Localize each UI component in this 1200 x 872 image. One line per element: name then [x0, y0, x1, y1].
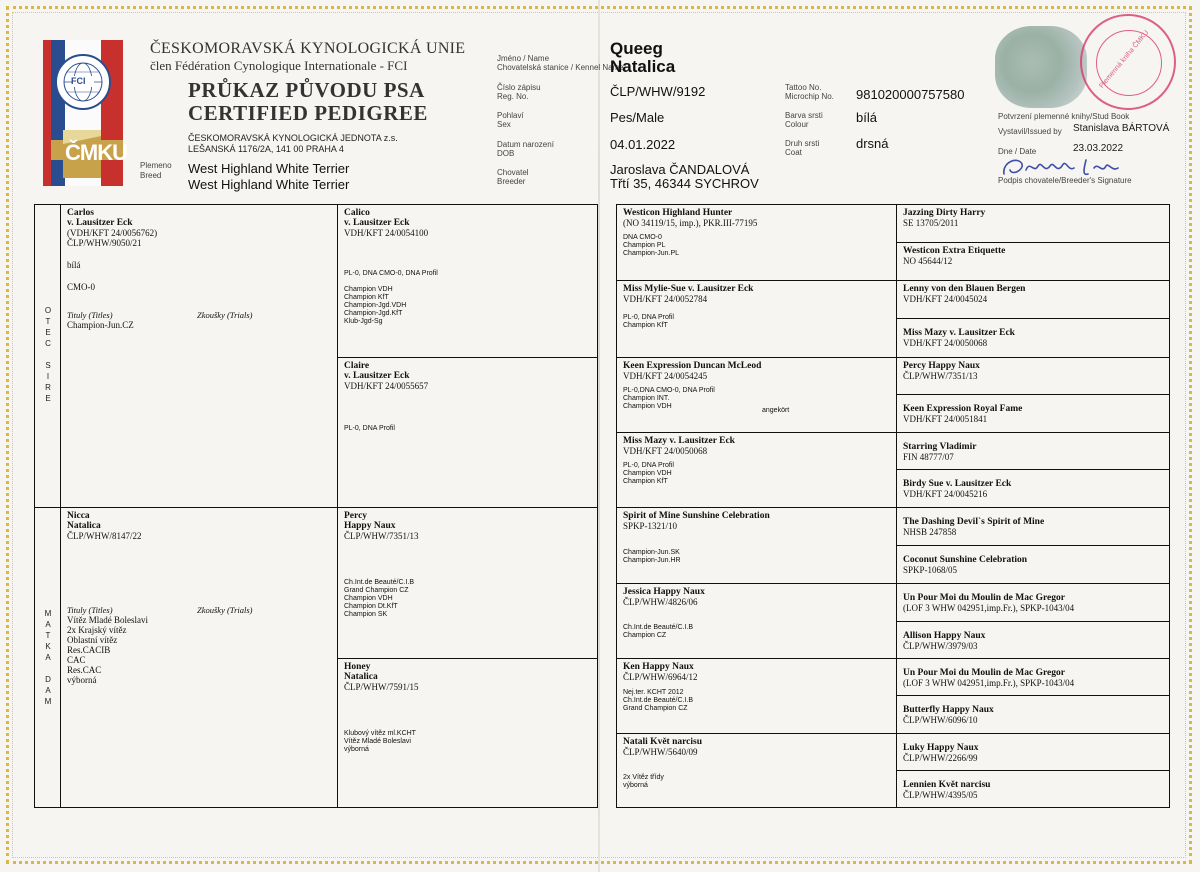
gen3-cell: [616, 280, 897, 358]
gen3-reg: SPKP-1321/10: [623, 521, 678, 531]
gen4-name: Lenny von den Blauen Bergen: [903, 284, 1026, 294]
gen4-cell: [896, 658, 1170, 696]
gen2-extra: PL-0, DNA Profil: [344, 425, 395, 432]
gen4-cell: [896, 469, 1170, 508]
gen4-name: Allison Happy Naux: [903, 631, 986, 641]
dam-side-label: M A T K A D A M: [44, 609, 52, 706]
gen3-cell: [616, 432, 897, 508]
gen3-name: Ken Happy Naux: [623, 662, 694, 672]
gen2-extra: PL-0, DNA CMO-0, DNA Profil Champion VDH Champion KfT Champion-Jgd.VDH Champion-Jgd.KfT Klub-Jgd-Sg: [344, 270, 438, 325]
gen2-name: Honey Natalica: [344, 662, 378, 682]
stamp-text: Plemenná kniha ČMKU: [1098, 29, 1151, 90]
microchip-label: Microchip No.: [785, 92, 834, 101]
org-name: ČESKOMORAVSKÁ KYNOLOGICKÁ UNIE: [150, 40, 466, 57]
gen4-name: Starring Vladimir: [903, 442, 977, 452]
reg-label-cz: Číslo zápisu: [497, 83, 541, 92]
issue-date: 23.03.2022: [1073, 143, 1124, 154]
gen4-reg: ČLP/WHW/2266/99: [903, 753, 978, 763]
tattoo-label: Tattoo No.: [785, 83, 822, 92]
issuer-name: ČESKOMORAVSKÁ KYNOLOGICKÁ JEDNOTA z.s.: [188, 133, 398, 143]
sire-reg: (VDH/KFT 24/0056762) ČLP/WHW/9050/21: [67, 228, 158, 248]
sire-trials-label: Zkoušky (Trials): [197, 310, 253, 320]
sire-titles-label: Tituly (Titles): [67, 310, 113, 320]
gen4-reg: NO 45644/12: [903, 256, 953, 266]
gen2-extra: Klubový vítěz ml.KCHT Vítěz Mladé Boleslavi výborná: [344, 730, 416, 753]
gen4-name: Birdy Sue v. Lausitzer Eck: [903, 479, 1012, 489]
dam-name: Nicca Natalica: [67, 511, 101, 531]
sire-name: Carlos v. Lausitzer Eck: [67, 208, 133, 228]
dam-titles-label: Tituly (Titles): [67, 605, 113, 615]
sire-side-cell: [34, 204, 61, 508]
gen4-cell: [896, 242, 1170, 281]
gen3-extra: Champion-Jun.SK Champion-Jun.HR: [623, 549, 681, 564]
gen3-extra: PL-0, DNA Profil Champion KfT: [623, 314, 674, 329]
hologram-seal: [995, 26, 1087, 108]
gen4-name: Keen Expression Royal Fame: [903, 404, 1023, 414]
microchip-value: 981020000757580: [856, 87, 965, 102]
gen4-name: Un Pour Moi du Moulin de Mac Gregor: [903, 593, 1065, 603]
studbook-confirm-label: Potvrzení plemenné knihy/Stud Book: [998, 112, 1130, 121]
gen3-name: Keen Expression Duncan McLeod: [623, 361, 762, 371]
gen3-extra: Nej.ter. KCHT 2012 Ch.Int.de Beauté/C.I.B Grand Champion CZ: [623, 689, 694, 712]
gen3-cell: [616, 658, 897, 734]
title-en: CERTIFIED PEDIGREE: [188, 101, 428, 125]
gen2-name: Calico v. Lausitzer Eck: [344, 208, 410, 228]
gen4-reg: SE 13705/2011: [903, 218, 959, 228]
gen4-cell: [896, 545, 1170, 584]
gen2-cell: [337, 204, 598, 358]
gen4-cell: [896, 770, 1170, 808]
gen3-extra: Ch.Int.de Beauté/C.I.B Champion CZ: [623, 624, 694, 639]
gen3-name: Jessica Happy Naux: [623, 587, 705, 597]
sire-colour: bílá: [67, 260, 81, 270]
gen3-reg: VDH/KFT 24/0052784: [623, 294, 708, 304]
gen3-reg: VDH/KFT 24/0054245: [623, 371, 708, 381]
gen3-reg: ČLP/WHW/4826/06: [623, 597, 698, 607]
gen2-cell: [337, 658, 598, 808]
dam-titles: Vítěz Mladé Boleslavi 2x Krajský vítěz Oblastní vítěz Res.CACIB CAC Res.CAC výborná: [67, 615, 148, 685]
gen4-cell: [896, 432, 1170, 470]
gen3-reg: (NO 34119/15, imp.), PKR.III-77195: [623, 218, 758, 228]
issued-by-label: Vystavil/Issued by: [998, 127, 1062, 136]
gen4-cell: [896, 621, 1170, 659]
gen4-reg: ČLP/WHW/3979/03: [903, 641, 978, 651]
gen4-name: Percy Happy Naux: [903, 361, 980, 371]
coat-value: drsná: [856, 136, 889, 151]
gen4-name: Butterfly Happy Naux: [903, 705, 994, 715]
gen4-name: Miss Mazy v. Lausitzer Eck: [903, 328, 1015, 338]
dam-cell: [60, 507, 338, 808]
gen3-name: Natali Květ narcisu: [623, 737, 702, 747]
gen3-reg: ČLP/WHW/5640/09: [623, 747, 698, 757]
sire-side-label: O T E C S I R E: [44, 306, 52, 403]
gen4-cell: [896, 733, 1170, 771]
gen4-cell: [896, 318, 1170, 358]
gen4-cell: [896, 280, 1170, 319]
gen3-extra: DNA CMO-0 Champion PL Champion-Jun.PL: [623, 234, 680, 257]
gen2-name: Percy Happy Naux: [344, 511, 396, 531]
gen2-cell: [337, 357, 598, 508]
breed-value-1: West Highland White Terrier: [188, 161, 350, 176]
gen3-note: angekört: [762, 407, 790, 414]
gen4-reg: FIN 48777/07: [903, 452, 954, 462]
colour-label-en: Colour: [785, 120, 809, 129]
reg-label-en: Reg. No.: [497, 92, 529, 101]
gen4-name: Westicon Extra Etiquette: [903, 246, 1006, 256]
colour-label-cz: Barva srsti: [785, 111, 823, 120]
gen4-name: The Dashing Devil`s Spirit of Mine: [903, 517, 1045, 527]
gen4-reg: VDH/KFT 24/0051841: [903, 414, 988, 424]
gen3-cell: [616, 204, 897, 281]
sire-titles: Champion-Jun.CZ: [67, 320, 134, 330]
org-member: člen Fédération Cynologique Internationale - FCI: [150, 58, 408, 73]
breed-label-en: Breed: [140, 171, 162, 180]
issued-by-value: Stanislava BÁRTOVÁ: [1073, 123, 1170, 134]
gen2-name: Claire v. Lausitzer Eck: [344, 361, 410, 381]
dob-label-cz: Datum narození: [497, 140, 554, 149]
sire-cell: [60, 204, 338, 508]
coat-label-en: Coat: [785, 148, 802, 157]
gen2-reg: VDH/KFT 24/0054100: [344, 228, 429, 238]
breeder-label-en: Breeder: [497, 177, 526, 186]
gen4-reg: (LOF 3 WHW 042951,imp.Fr.), SPKP-1043/04: [903, 603, 1075, 613]
dob-label-en: DOB: [497, 149, 515, 158]
gen3-reg: VDH/KFT 24/0050068: [623, 446, 708, 456]
gen3-extra: 2x Vítěz třídy výborná: [623, 774, 664, 789]
gen3-cell: [616, 507, 897, 584]
gen3-name: Miss Mylie-Sue v. Lausitzer Eck: [623, 284, 754, 294]
studbook-stamp: [1080, 14, 1176, 110]
gen4-reg: ČLP/WHW/6096/10: [903, 715, 978, 725]
gen3-reg: ČLP/WHW/6964/12: [623, 672, 698, 682]
gen2-reg: VDH/KFT 24/0055657: [344, 381, 429, 391]
reg-no: ČLP/WHW/9192: [610, 84, 706, 99]
cmku-logo: [43, 40, 127, 186]
dam-side-cell: [34, 507, 61, 808]
gen4-reg: VDH/KFT 24/0045216: [903, 489, 988, 499]
gen4-cell: [896, 357, 1170, 395]
sex-label-en: Sex: [497, 120, 511, 129]
gen3-cell: [616, 357, 897, 433]
gen2-reg: ČLP/WHW/7351/13: [344, 531, 419, 541]
gen2-extra: Ch.Int.de Beauté/C.I.B Grand Champion CZ Champion VDH Champion Dt.KfT Champion SK: [344, 579, 415, 618]
dam-reg: ČLP/WHW/8147/22: [67, 531, 142, 541]
breeder-name: Jaroslava ČANDALOVÁ: [610, 162, 750, 177]
sex-value: Pes/Male: [610, 110, 665, 125]
colour-value: bílá: [856, 110, 877, 125]
gen3-name: Miss Mazy v. Lausitzer Eck: [623, 436, 735, 446]
breed-label-cz: Plemeno: [140, 161, 172, 170]
cmku-logo-text: ČMKU: [65, 140, 127, 165]
name-label: Jméno / Name: [497, 54, 550, 63]
breeder-label-cz: Chovatel: [497, 168, 529, 177]
dob-value: 04.01.2022: [610, 137, 676, 152]
breed-value-2: West Highland White Terrier: [188, 177, 350, 192]
signature-label: Podpis chovatele/Breeder's Signature: [998, 176, 1132, 185]
gen3-extra: PL-0, DNA Profil Champion VDH Champion KfT: [623, 462, 674, 485]
gen4-name: Lennien Květ narcisu: [903, 780, 991, 790]
gen4-cell: [896, 204, 1170, 243]
gen4-cell: [896, 695, 1170, 734]
fci-logo-text: FCI: [71, 76, 86, 86]
sire-health: CMO-0: [67, 282, 96, 292]
gen4-name: Jazzing Dirty Harry: [903, 208, 986, 218]
coat-label-cz: Druh srsti: [785, 139, 820, 148]
gen4-reg: SPKP-1068/05: [903, 565, 958, 575]
gen2-reg: ČLP/WHW/7591/15: [344, 682, 419, 692]
gen4-cell: [896, 394, 1170, 433]
dam-trials-label: Zkoušky (Trials): [197, 605, 253, 615]
gen4-cell: [896, 507, 1170, 546]
title-cz: PRŮKAZ PŮVODU PSA: [188, 78, 425, 102]
gen3-cell: [616, 583, 897, 659]
gen2-cell: [337, 507, 598, 659]
sex-label-cz: Pohlaví: [497, 111, 524, 120]
dog-name: Queeg: [610, 39, 663, 58]
gen3-name: Westicon Highland Hunter: [623, 208, 733, 218]
issuer-address: LEŠANSKÁ 1176/2A, 141 00 PRAHA 4: [188, 144, 344, 154]
gen4-name: Luky Happy Naux: [903, 743, 979, 753]
gen4-reg: (LOF 3 WHW 042951,imp.Fr.), SPKP-1043/04: [903, 678, 1075, 688]
page-fold: [598, 0, 600, 872]
gen4-cell: [896, 583, 1170, 622]
breeder-address: Třtí 35, 46344 SYCHROV: [610, 176, 759, 191]
gen4-reg: VDH/KFT 24/0045024: [903, 294, 988, 304]
dog-kennel: Natalica: [610, 57, 676, 76]
gen3-name: Spirit of Mine Sunshine Celebration: [623, 511, 770, 521]
gen4-reg: NHSB 247858: [903, 527, 957, 537]
gen3-extra: PL-0,DNA CMO-0, DNA Profil Champion INT. Champion VDH: [623, 387, 715, 410]
gen4-reg: VDH/KFT 24/0050068: [903, 338, 988, 348]
gen4-name: Un Pour Moi du Moulin de Mac Gregor: [903, 668, 1065, 678]
gen3-cell: [616, 733, 897, 808]
kennel-label: Chovatelská stanice / Kennel Name: [497, 63, 624, 72]
gen4-reg: ČLP/WHW/7351/13: [903, 371, 978, 381]
gen4-reg: ČLP/WHW/4395/05: [903, 790, 978, 800]
date-label: Dne / Date: [998, 147, 1037, 156]
gen4-name: Coconut Sunshine Celebration: [903, 555, 1028, 565]
